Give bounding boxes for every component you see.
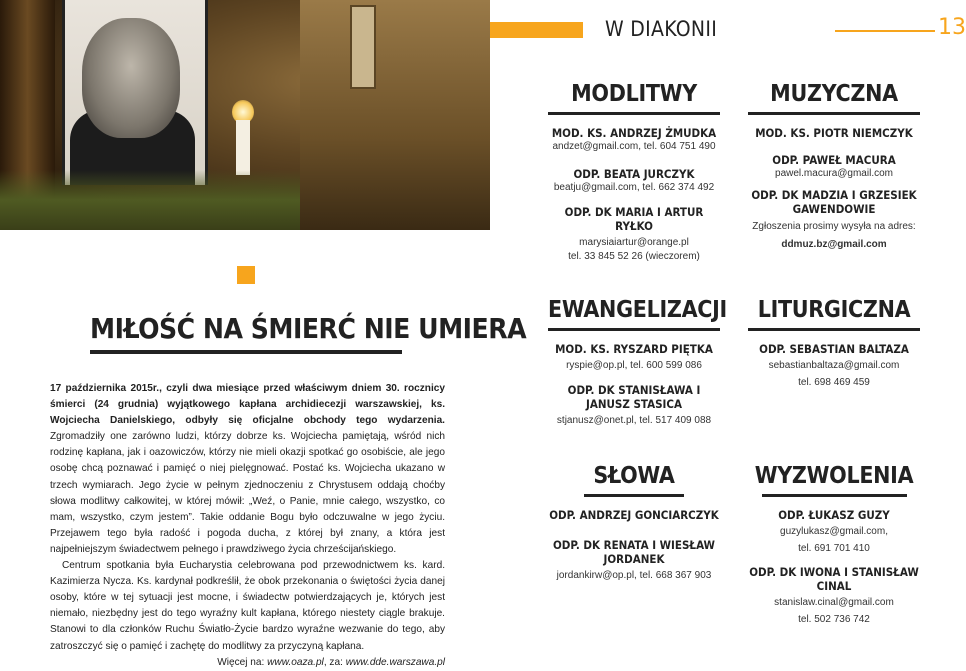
section-title-liturgiczna: LITURGICZNA <box>757 297 911 323</box>
contact-info: Zgłoszenia prosimy wysyła na adres: <box>752 221 916 232</box>
source-link-oaza[interactable]: www.oaza.pl <box>267 656 324 668</box>
article-paragraph-1 <box>50 381 445 558</box>
section-rule <box>748 112 920 115</box>
article-body <box>50 381 445 671</box>
person-name: MOD. KS. RYSZARD PIĘTKA <box>555 342 713 356</box>
contact-info: marysiaiartur@orange.pl <box>579 237 689 248</box>
section-rule <box>584 494 684 497</box>
person-name: ODP. DK IWONA I STANISŁAW CINAL <box>749 565 919 593</box>
portrait-face <box>82 18 180 138</box>
person-name: ODP. DK MADZIA I GRZESIEK <box>751 188 917 202</box>
section-muzyczna <box>748 80 920 252</box>
contact-info: jordankirw@op.pl, tel. 668 367 903 <box>556 570 712 581</box>
contact-email: ddmuz.bz@gmail.com <box>781 239 887 250</box>
section-rule <box>762 494 907 497</box>
source-mid: , za: <box>323 656 346 668</box>
section-rule <box>748 328 920 331</box>
article-p1-rest: Zgromadziły one zarówno ludzi, którzy dobrze ks. Wojciecha pamiętają, wśród nich rodzinę kapłana, jak i oazowiczów, którzy nie mieli okazji spotkać go osobiście, ale jego osobę chcą poznawać i pamięć o niej pielęgnować. Postać ks. Wojciecha ukazano w trzech wymiarach. Jego życie w pełnym zjednoczeniu z Chrystusem oddają choćby słowa modlitwy całkowitej, w której mówił: „Weź, o Panie, mnie całego, wszystko, co mam, wszystko, czym jestem”. Takie oddanie Bogu było odczuwalne w jego życiu. Przejawem tego była radość i pogoda ducha, z której był znany, a która jest najpełniejszym świadectwem pełnego i prawdziwego życia chrześcijańskiego. <box>50 431 445 555</box>
contact-info: tel. 502 736 742 <box>798 614 870 625</box>
section-rule <box>548 112 720 115</box>
contact-info: guzylukasz@gmail.com, <box>780 526 888 537</box>
header-section-title: W DIAKONII <box>605 17 718 41</box>
source-link-dde[interactable]: www.dde.warszawa.pl <box>345 656 445 668</box>
photo-flowers <box>0 170 300 230</box>
person-name: ODP. ŁUKASZ GUZY <box>778 508 890 522</box>
section-liturgiczna <box>748 296 920 390</box>
section-slowa <box>548 462 720 583</box>
photo-window <box>350 5 376 89</box>
person-name: ODP. DK STANISŁAWA I JANUSZ STASICA <box>567 383 701 411</box>
contact-info: beatju@gmail.com, tel. 662 374 492 <box>553 182 715 193</box>
person-name: ODP. SEBASTIAN BALTAZA <box>759 342 909 356</box>
article-paragraph-2: Centrum spotkania była Eucharystia celebrowana pod przewodnictwem ks. kard. Kazimierza Nycza. Ks. kardynał podkreślił, że obok przekonania o świętości życia danej osoby, które w tej sytuacji jest mocne, i świadectw potwierdzających je, których jest niemało, niezbędny jest do tego wyraźny kult kapłana, którego niestety ciągle brakuje. Stanowi to dla członków Ruchu Światło-Życie bardzo wyraźne wezwanie do tego, aby zatroszczyć się o pamięć i zachętę do modlitwy za przyczyną kapłana. <box>50 560 445 652</box>
section-rule <box>548 328 720 331</box>
contact-info: stanislaw.cinal@gmail.com <box>774 597 894 608</box>
section-title-ewangelizacji: EWANGELIZACJI <box>548 297 727 323</box>
article-source <box>50 655 445 671</box>
section-modlitwy <box>548 80 720 264</box>
contact-info: tel. 691 701 410 <box>798 543 870 554</box>
header-accent-bar <box>490 22 583 38</box>
accent-square <box>237 266 255 284</box>
person-name: ODP. DK MARIA I ARTUR RYŁKO <box>564 205 704 233</box>
person-name: MOD. KS. ANDRZEJ ŻMUDKA <box>551 126 717 140</box>
candle <box>236 120 250 175</box>
contact-info: ryspie@op.pl, tel. 600 599 086 <box>566 360 702 371</box>
memorial-photo <box>0 0 490 230</box>
person-name-cont: GAWENDOWIE <box>792 202 876 216</box>
title-rule <box>90 350 402 354</box>
person-name: ODP. ANDRZEJ GONCIARCZYK <box>549 508 719 522</box>
contact-info: andzet@gmail.com, tel. 604 751 490 <box>552 141 716 152</box>
section-title-muzyczna: MUZYCZNA <box>770 81 898 107</box>
section-title-wyzwolenia: WYZWOLENIA <box>754 463 914 489</box>
contact-info: stjanusz@onet.pl, tel. 517 409 088 <box>556 415 712 426</box>
contact-info: tel. 698 469 459 <box>798 377 870 388</box>
contact-info: tel. 33 845 52 26 (wieczorem) <box>568 251 700 262</box>
person-name: ODP. DK RENATA I WIESŁAW JORDANEK <box>553 538 715 566</box>
source-prefix: Więcej na: <box>217 656 268 668</box>
section-title-slowa: SŁOWA <box>593 463 675 489</box>
header-accent-line <box>835 30 935 32</box>
person-name: ODP. BEATA JURCZYK <box>573 167 695 181</box>
article-lead: 17 października 2015r., czyli dwa miesiące przed właściwym dniem 30. rocznicy śmierci (24 grudnia) wyjątkowego kapłana archidiecezji warszawskiej, ks. Wojciecha Danielskiego, odbyły się oficjalne obchody tego wydarzenia. <box>50 383 445 427</box>
contact-info: pawel.macura@gmail.com <box>775 168 893 179</box>
section-title-modlitwy: MODLITWY <box>571 81 697 107</box>
article-title: MIŁOŚĆ NA ŚMIERĆ NIE UMIERA <box>90 312 527 345</box>
section-wyzwolenia <box>748 462 920 627</box>
person-name: ODP. PAWEŁ MACURA <box>772 153 896 167</box>
contact-info: sebastianbaltaza@gmail.com <box>768 360 900 371</box>
photo-wall <box>300 0 490 230</box>
section-ewangelizacji <box>548 296 727 428</box>
page-number: 13 <box>938 15 966 40</box>
person-name: MOD. KS. PIOTR NIEMCZYK <box>755 126 913 140</box>
